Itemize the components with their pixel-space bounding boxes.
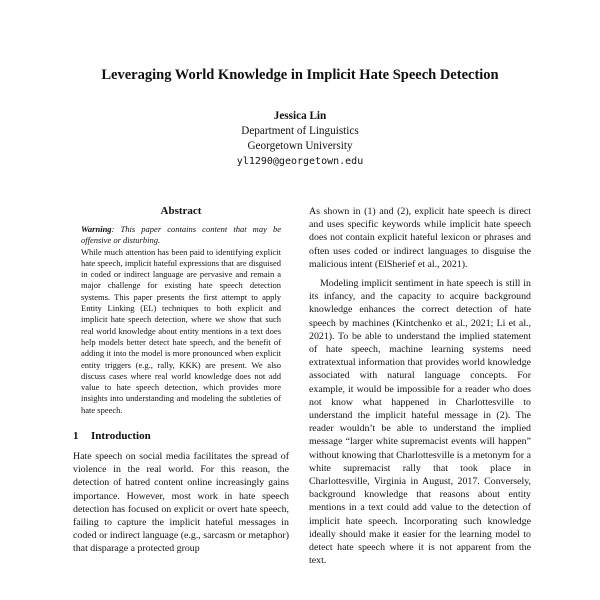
introduction-paragraph: Hate speech on social media facilitates the spread of violence in the real world. For this reason, the detection of hatred content online increasingly gains importance. However, most work in hate speech detection has focused on explicit or overt hate speech, failing to capture the implicit hateful messages in coded or indirect language (e.g., sarcasm or metaphor) that disparage a protected group: [73, 451, 289, 555]
left-column: [73, 205, 289, 556]
warning-text: : This paper contains content that may be offensive or disturbing.: [81, 224, 281, 246]
paper-title: Leveraging World Knowledge in Implicit Hate Speech Detection: [101, 67, 499, 83]
abstract-text: While much attention has been paid to identifying explicit hate speech, implicit hateful expressions that are disguised in coded or indirect language are pervasive and remain a major challenge for existing hate speech detection systems. This paper presents the first attempt to apply Entity Linking (EL) techniques to both explicit and implicit hate speech detection, where we show that such real world knowledge about entity mentions in a text does help models better detect hate speech, and the benefit of adding it into the model is more pronounced when explicit entity triggers (e.g., rally, KKK) are present. We also discuss cases where real world knowledge does not add value to hate speech detection, which provides more insights into understanding and modeling the subtleties of hate speech.: [81, 246, 281, 415]
right-paragraph-1: As shown in (1) and (2), explicit hate speech is direct and uses specific keywords while implicit hate speech does not contain explicit hateful lexicon or phrases and often uses coded or indirect languages to disguise the malicious intent (ElSherief et al., 2021).: [309, 206, 531, 270]
author-university: Georgetown University: [247, 140, 353, 152]
author-block: [0, 109, 600, 169]
abstract-heading: Abstract: [160, 205, 202, 217]
author-email: yl1290@georgetown.edu: [236, 156, 364, 167]
section-title: Introduction: [91, 430, 151, 443]
warning-label: Warning: [81, 224, 112, 234]
author-department: Department of Linguistics: [241, 125, 359, 137]
section-number: 1: [73, 430, 79, 443]
section-heading-introduction: [73, 430, 289, 442]
right-paragraph-2: Modeling implicit sentiment in hate speech is still in its infancy, and the capacity to acquire background knowledge enhances the correct detection of hate speech by machines (Kintchenko et al., 2021; Li et al., 2021). To be able to understand the implied statement of hate speech, machine learning systems need extratextual information that provides world knowledge associated with natural language concepts. For example, it would be impossible for a reader who does not know what happened in Charlottesville to understand the implicit hateful message in (2). The reader wouldn’t be able to understand the implied message “larger white supremacist events will happen” without knowing that Charlottesville is a metonym for a white supremacist rally that took place in Charlottesville, Virginia in August, 2017. Conversely, background knowledge that reasons about entity mentions in a text could add value to the detection of implicit hate speech. Incorporating such knowledge ideally should make it easier for the learning model to detect hate speech where it is not apparent from the text.: [309, 278, 531, 567]
abstract-body: [81, 224, 281, 416]
abstract-warning: [81, 224, 281, 247]
author-name: Jessica Lin: [273, 110, 327, 122]
right-column: [309, 205, 531, 567]
